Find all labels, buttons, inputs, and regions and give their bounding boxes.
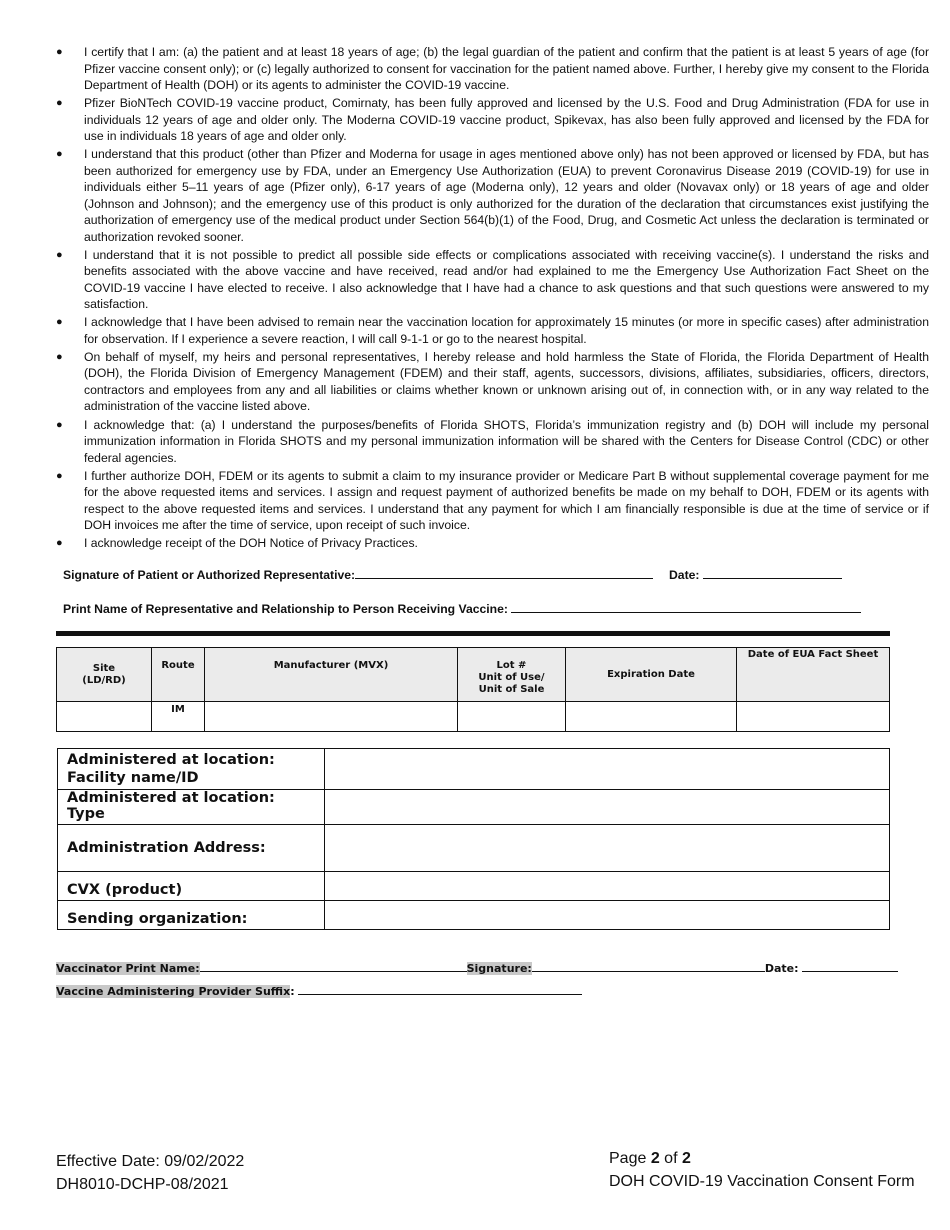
- section-divider: [56, 631, 890, 636]
- patient-date-row: [669, 566, 842, 582]
- vaccine-product-table: [56, 647, 890, 732]
- manufacturer-header: Manufacturer (MVX): [205, 648, 458, 702]
- consent-statement: [56, 468, 929, 534]
- sending-organization-label: Sending organization:: [58, 901, 325, 930]
- sending-organization-value[interactable]: [325, 901, 890, 930]
- consent-statement-text: I acknowledge that I have been advised to remain near the vaccination location for approximately 15 minutes (or more in specific cases) after administration for observation. If I experience a severe reaction, I will call 9-1-1 or go to the nearest hospital.: [84, 315, 929, 346]
- consent-statement: [56, 314, 929, 347]
- consent-statement-text: I acknowledge receipt of the DOH Notice of Privacy Practices.: [84, 536, 418, 551]
- administration-address-label: Administration Address:: [58, 825, 325, 872]
- provider-suffix-colon: :: [290, 985, 295, 998]
- patient-signature-label: Signature of Patient or Authorized Representative:: [63, 568, 356, 582]
- route-cell[interactable]: IM: [152, 702, 205, 732]
- location-row: [58, 872, 890, 901]
- consent-statement-text: Pfizer BioNTech COVID-19 vaccine product, Comirnaty, has been fully approved and licensed by the U.S. Food and Drug Administration (FDA for use in individuals 12 years of age and older only. The Moderna COVID-19 vaccine product, Spikevax, has also been fully approved and licensed by the FDA for use in individuals 18 years of age and older only.: [84, 96, 929, 144]
- bullet-icon: ●: [56, 97, 63, 110]
- print-name-row: [63, 600, 861, 616]
- bullet-icon: ●: [56, 148, 63, 161]
- location-type-value[interactable]: [325, 790, 890, 825]
- location-type-label: Administered at location: Type: [58, 790, 325, 825]
- site-header: Site (LD/RD): [57, 648, 152, 702]
- patient-signature-line[interactable]: [355, 566, 653, 579]
- print-name-label: Print Name of Representative and Relationship to Person Receiving Vaccine:: [63, 602, 508, 616]
- consent-statement: [56, 349, 929, 415]
- effective-date: Effective Date: 09/02/2022: [56, 1153, 245, 1170]
- consent-statement-text: I understand that this product (other than Pfizer and Moderna for usage in ages mentioned above only) has not been approved or licensed by FDA, but has been authorized for emergency use by FDA, under an Emergency Use Authorization (EUA) to prevent Coronavirus Disease 2019 (COVID-19) for use in individuals either 5–11 years of age (Pfizer only), 6-17 years of age (Moderna only), 12 years and older (Novavax only) or 18 years of age and older (Johnson and Johnson); and the emergency use of this product is only authorized for the duration of the declaration that circumstances exist justifying the authorization of emergency use of the medical product under Section 564(b)(1) of the Food, Drug, and Cosmetic Act unless the declaration is terminated or authorization revoked sooner.: [84, 147, 929, 244]
- consent-statement: [56, 247, 929, 313]
- consent-statement-text: I further authorize DOH, FDEM or its agents to submit a claim to my insurance provider or Medicare Part B without supplemental coverage payment for me for the above requested items and services. I assign and request payment of authorized benefits be made on my behalf to DOH, FDEM or its agents with respect to the above requested items and services. I understand that any payment for which I am financially responsible is due at the time of service or if DOH invoices me after the time of service, upon receipt of such invoice.: [84, 468, 929, 533]
- administration-address-value[interactable]: [325, 825, 890, 872]
- expiration-header: Expiration Date: [566, 648, 737, 702]
- bullet-icon: ●: [56, 469, 63, 482]
- consent-statement: [56, 146, 929, 245]
- product-table-header-row: [57, 648, 890, 702]
- manufacturer-cell[interactable]: [205, 702, 458, 732]
- consent-statement: [56, 417, 929, 467]
- consent-statement: [56, 44, 929, 94]
- consent-statements-list: [56, 44, 929, 553]
- eua-date-cell[interactable]: [737, 702, 890, 732]
- lot-header: Lot # Unit of Use/ Unit of Sale: [458, 648, 566, 702]
- consent-statement-text: I acknowledge that: (a) I understand the purposes/benefits of Florida SHOTS, Florida’s immunization registry and (b) DOH will include my personal immunization information in Florida SHOTS and my personal immunization information will be shared with the Centers for Disease Control (CDC) or other federal agencies.: [84, 417, 929, 465]
- vaccinator-signature-line[interactable]: [532, 959, 765, 972]
- location-row: [58, 790, 890, 825]
- location-row: [58, 901, 890, 930]
- facility-name-label: Administered at location: Facility name/ID: [58, 749, 325, 790]
- vaccinator-date-line[interactable]: [802, 959, 898, 972]
- consent-statement-text: I certify that I am: (a) the patient and at least 18 years of age; (b) the legal guardian of the patient and confirm that the patient is at least 5 years of age (for Pfizer vaccine consent only); or (c) legally authorized to consent for vaccination for the patient named above. Further, I hereby give my consent to the Florida Department of Health (DOH) or its agents to administer the COVID-19 vaccine.: [84, 45, 929, 92]
- vaccinator-print-name-label: Vaccinator Print Name:: [56, 962, 200, 975]
- expiration-cell[interactable]: [566, 702, 737, 732]
- bullet-icon: ●: [56, 350, 63, 363]
- bullet-icon: ●: [56, 248, 63, 261]
- provider-suffix-label: Vaccine Administering Provider Suffix: [56, 985, 291, 998]
- product-table-row: [57, 702, 890, 732]
- patient-signature-row: [63, 566, 653, 582]
- footer-left: [56, 1150, 244, 1196]
- footer-right: [609, 1147, 915, 1193]
- cvx-product-label: CVX (product): [58, 872, 325, 901]
- patient-date-label: Date:: [669, 568, 700, 582]
- consent-statement: [56, 535, 929, 552]
- provider-suffix-line[interactable]: [298, 982, 582, 995]
- vaccinator-date-label: Date:: [764, 962, 799, 975]
- vaccinator-row: [56, 959, 898, 975]
- bullet-icon: ●: [56, 46, 63, 58]
- bullet-icon: ●: [56, 537, 63, 550]
- page-number: Page 2 of 2: [609, 1150, 691, 1167]
- provider-suffix-row: [56, 982, 582, 998]
- vaccinator-signature-label: Signature:: [466, 962, 532, 975]
- facility-name-value[interactable]: [325, 749, 890, 790]
- administration-location-table: [57, 748, 890, 930]
- consent-statement: [56, 95, 929, 145]
- route-header: Route: [152, 648, 205, 702]
- form-title: DOH COVID-19 Vaccination Consent Form: [609, 1173, 915, 1190]
- bullet-icon: ●: [56, 418, 63, 431]
- cvx-product-value[interactable]: [325, 872, 890, 901]
- eua-date-header: Date of EUA Fact Sheet: [737, 648, 890, 702]
- consent-statement-text: I understand that it is not possible to predict all possible side effects or complications associated with receiving vaccine(s). I understand the risks and benefits associated with the above vaccine and have received, read and/or had explained to me the Emergency Use Authorization Fact Sheet on the COVID-19 vaccine I have elected to receive. I also acknowledge that I have had a chance to ask questions and that such questions were answered to my satisfaction.: [84, 247, 929, 312]
- print-name-line[interactable]: [511, 600, 861, 613]
- patient-date-line[interactable]: [703, 566, 842, 579]
- site-cell[interactable]: [57, 702, 152, 732]
- consent-statement-text: On behalf of myself, my heirs and personal representatives, I hereby release and hold harmless the State of Florida, the Florida Department of Health (DOH), the Florida Division of Emergency Management (FDEM) and their staff, agents, successors, divisions, affiliates, subsidiaries, officers, directors, contractors and employees from any and all liabilities or claims whether known or unknown arising out of, in connection with, or in any way related to the administration of the vaccine listed above.: [84, 349, 929, 414]
- location-row: [58, 825, 890, 872]
- lot-cell[interactable]: [458, 702, 566, 732]
- form-code: DH8010-DCHP-08/2021: [56, 1176, 229, 1193]
- vaccinator-print-name-line[interactable]: [200, 959, 467, 972]
- location-row: [58, 749, 890, 790]
- bullet-icon: ●: [56, 316, 63, 329]
